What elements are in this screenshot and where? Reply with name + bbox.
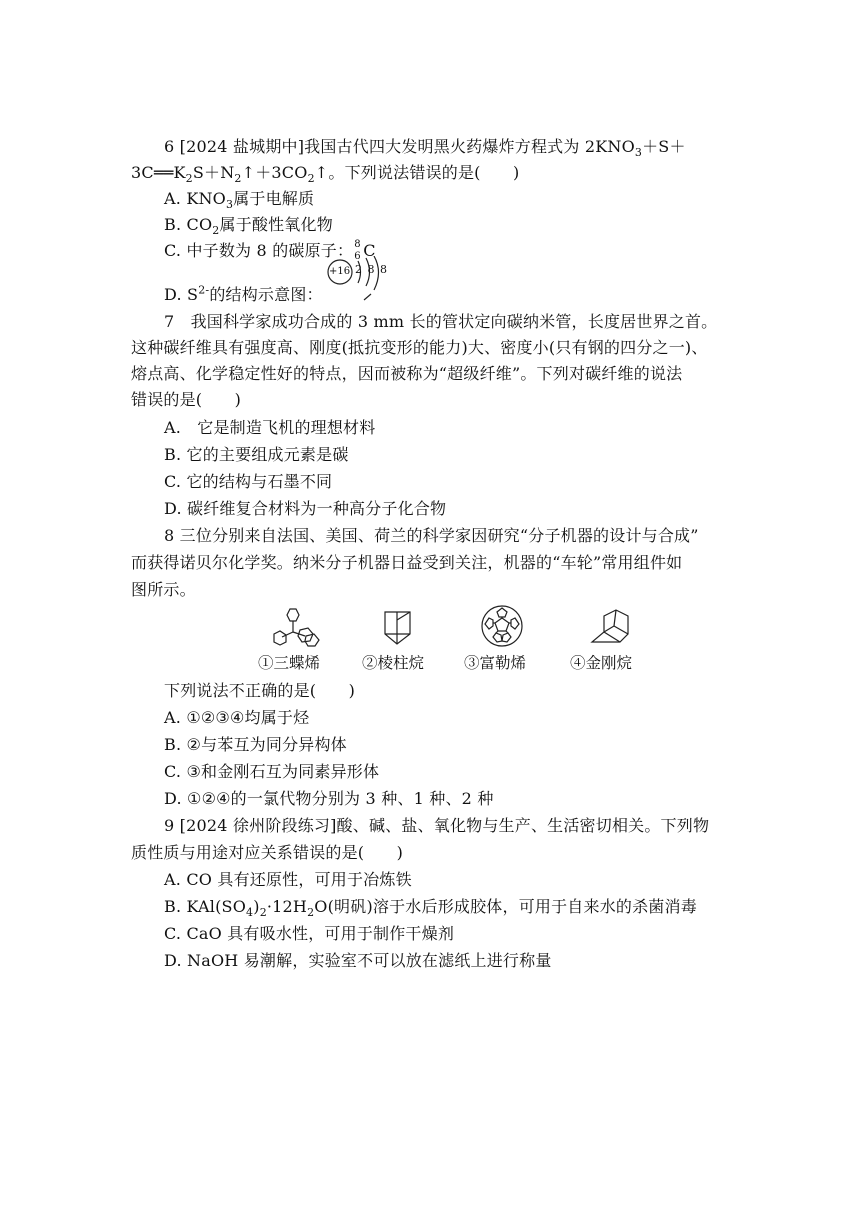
q8-stem-line2: 而获得诺贝尔化学奖。纳米分子机器日益受到关注，机器的“车轮”常用组件如 (131, 553, 683, 572)
q9-option-b: B. $KAl(SO_4)_2\cdot 12H_2O$(明矾)溶于水后形成胶体，可用于自来水的杀菌消毒 (164, 897, 697, 920)
q7-option-d: D. 碳纤维复合材料为一种高分子化合物 (164, 499, 447, 518)
q8-prompt: 下列说法不正确的是( ) (164, 681, 356, 700)
q7-option-c: C. 它的结构与石墨不同 (164, 472, 333, 491)
adamantane-structure (590, 608, 636, 648)
nucleus-charge: +16 (329, 266, 351, 277)
fullerene-structure (480, 604, 524, 648)
q9-stem-line2: 质性质与用途对应关系错误的是( ) (131, 843, 404, 862)
q6-option-b: B. $CO_2$属于酸性氧化物 (164, 215, 333, 238)
q7-stem-line1: 7 我国科学家成功合成的 3 mm 长的管状定向碳纳米管，长度居世界之首。 (164, 312, 718, 331)
q8-option-d: D. ①②④的一氯代物分别为 3 种、1 种、2 种 (164, 789, 494, 808)
q9-stem-line1: 9 [2024 徐州阶段练习]酸、碱、盐、氧化物与生产、生活密切相关。下列物 (164, 816, 710, 835)
q6-option-c: C. 中子数为 8 的碳原子： 8 6 C (164, 238, 376, 262)
triptycene-structure (265, 606, 325, 650)
q6-stem-line2: $3C══K_2S+N_2↑+3CO_2↑$。下列说法错误的是( ) (131, 163, 520, 186)
caption-adamantane: ④金刚烷 (570, 654, 633, 672)
q9-option-c: C. CaO 具有吸水性，可用于制作干燥剂 (164, 924, 455, 943)
electron-shell-counts: 2 8 8 (355, 263, 388, 276)
sulfide-ion-structure-diagram (326, 256, 392, 302)
q7-stem-line4: 错误的是( ) (131, 390, 242, 409)
prismane-structure (382, 608, 414, 648)
q8-option-b: B. ②与苯互为同分异构体 (164, 735, 347, 754)
q9-option-d: D. NaOH 易潮解，实验室不可以放在滤纸上进行称量 (164, 951, 552, 970)
q7-stem-line2: 这种碳纤维具有强度高、刚度(抵抗变形的能力)大、密度小(只有钢的四分之一)、 (131, 338, 708, 357)
q8-option-a: A. ①②③④均属于烃 (164, 708, 310, 727)
q9-option-a: A. CO 具有还原性，可用于冶炼铁 (164, 870, 412, 889)
caption-triptycene: ①三蝶烯 (258, 654, 321, 672)
q7-stem-line3: 熔点高、化学稳定性好的特点，因而被称为“超级纤维”。下列对碳纤维的说法 (131, 364, 683, 383)
caption-fullerene: ③富勒烯 (464, 654, 527, 672)
q6-option-d: D. $S^{2-}$的结构示意图： (164, 283, 323, 304)
q7-option-b: B. 它的主要组成元素是碳 (164, 445, 349, 464)
nuclide-numbers: 8 6 (354, 238, 361, 262)
q8-option-c: C. ③和金刚石互为同素异形体 (164, 762, 380, 781)
q8-stem-line3: 图所示。 (131, 580, 196, 599)
q6-option-a: A. $KNO_3$属于电解质 (164, 189, 315, 212)
q6-stem-line1: 6 [2024 盐城期中]我国古代四大发明黑火药爆炸方程式为 $2KNO_3+S+$ (164, 137, 686, 160)
q8-stem-line1: 8 三位分别来自法国、美国、荷兰的科学家因研究“分子机器的设计与合成” (164, 526, 699, 545)
caption-prismane: ②棱柱烷 (362, 654, 425, 672)
q7-option-a: A. 它是制造飞机的理想材料 (164, 418, 376, 437)
